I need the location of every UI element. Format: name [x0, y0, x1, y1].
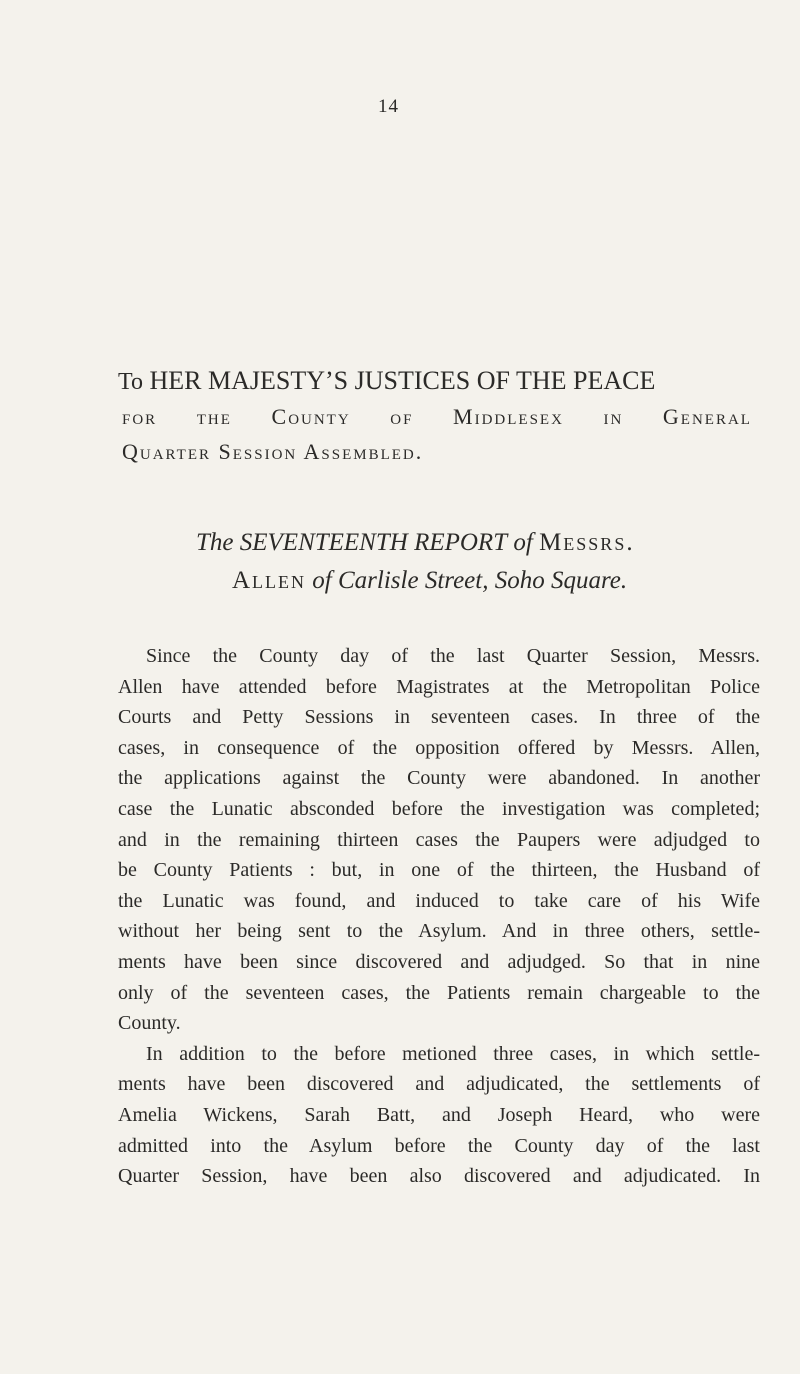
paragraph-2 [118, 1039, 760, 1192]
page-number: 14 [378, 96, 399, 117]
text-line: Quarter Session, have been also discovered and adjudicated. In [118, 1165, 760, 1188]
text-line: without her being sent to the Asylum. And in three others, settle- [118, 920, 760, 943]
address-word: County [271, 404, 351, 429]
report-allen: Allen [232, 567, 307, 594]
report-of: of [513, 529, 533, 556]
text-line: only of the seventeen cases, the Patients remain chargeable to the [118, 981, 760, 1004]
text-line: ments have been discovered and adjudicated, the settlements of [118, 1073, 760, 1096]
address-line-2 [118, 399, 752, 434]
report-heading [196, 524, 756, 600]
report-of: of [312, 567, 332, 594]
report-heading-line-2 [196, 562, 756, 600]
text-line: admitted into the Asylum before the County day of the last [118, 1134, 760, 1157]
address-heading [118, 364, 758, 469]
text-line: the applications against the County were abandoned. In another [118, 767, 760, 790]
text-line: In addition to the before metioned three cases, in which settle- [146, 1042, 760, 1065]
text-line: Allen have attended before Magistrates at the Metropolitan Police [118, 675, 760, 698]
address-word: Middlesex [453, 404, 564, 429]
text-line: ments have been since discovered and adjudged. So that in nine [118, 950, 760, 973]
text-line: case the Lunatic absconded before the investigation was completed; [118, 797, 760, 820]
address-word: for [122, 404, 158, 429]
report-location: Carlisle Street, Soho Square. [338, 567, 628, 594]
address-word: the [196, 404, 232, 429]
report-heading-line-1 [196, 524, 756, 562]
text-line: and in the remaining thirteen cases the Paupers were adjudged to [118, 828, 760, 851]
text-line: cases, in consequence of the opposition offered by Messrs. Allen, [118, 736, 760, 759]
body-text [118, 641, 760, 1192]
address-line-3: Quarter Session Assembled. [122, 439, 424, 464]
report-the: The [196, 529, 234, 556]
address-word: of [390, 404, 414, 429]
address-word: General [662, 404, 752, 429]
report-messrs: Messrs. [539, 529, 635, 556]
text-line: County. [118, 1012, 181, 1035]
address-line-1 [118, 364, 758, 399]
text-line: the Lunatic was found, and induced to take care of his Wife [118, 889, 760, 912]
text-line: be County Patients : but, in one of the thirteen, the Husband of [118, 859, 760, 882]
address-to: To [118, 369, 143, 395]
text-line: Amelia Wickens, Sarah Batt, and Joseph Heard, who were [118, 1103, 760, 1126]
report-title: SEVENTEENTH REPORT [239, 529, 508, 556]
address-word: in [603, 404, 624, 429]
address-addressee: HER MAJESTY’S JUSTICES OF THE PEACE [149, 366, 656, 395]
text-line: Courts and Petty Sessions in seventeen cases. In three of the [118, 706, 760, 729]
paragraph-1 [118, 641, 760, 1039]
text-line: Since the County day of the last Quarter Session, Messrs. [146, 645, 760, 667]
